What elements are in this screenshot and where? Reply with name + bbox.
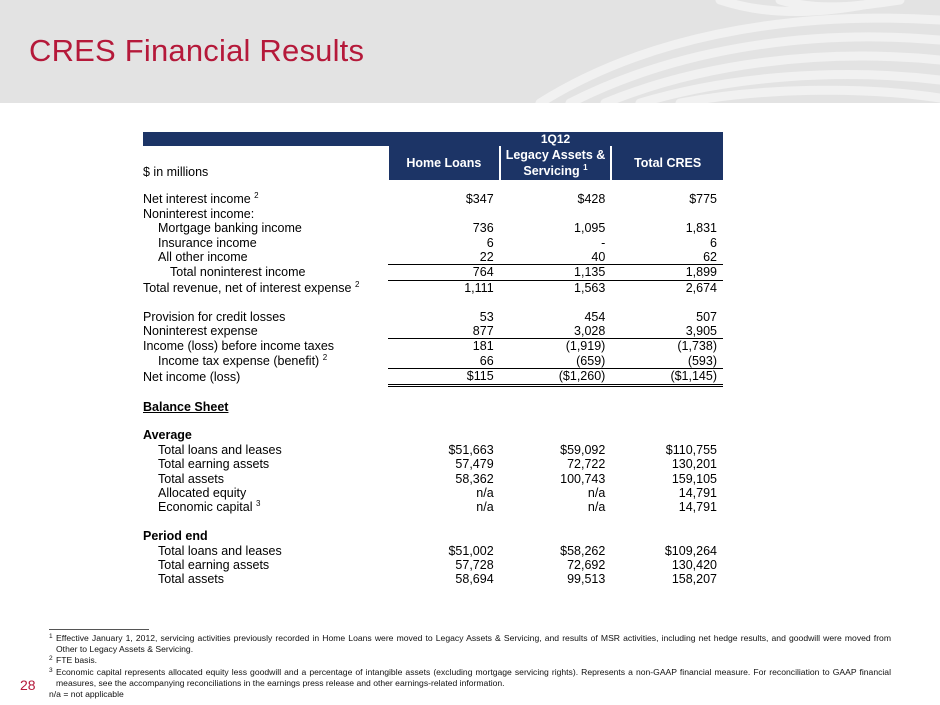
row-label: Total revenue, net of interest expense bbox=[143, 280, 352, 295]
row-label: Total loans and leases bbox=[158, 543, 282, 558]
row-label: Total earning assets bbox=[158, 457, 270, 472]
row-balance-sheet-header bbox=[143, 400, 723, 414]
cell-legacy: 454 bbox=[584, 309, 606, 324]
row-average-header bbox=[143, 428, 723, 442]
cell-total: 3,905 bbox=[685, 324, 717, 339]
row-net-interest-income bbox=[143, 192, 723, 206]
cell-total: 2,674 bbox=[611, 280, 723, 295]
cell-home-loans: 58,694 bbox=[455, 572, 494, 587]
period-header: 1Q12 bbox=[388, 132, 723, 146]
cell-total: (593) bbox=[687, 353, 717, 368]
cell-total: 6 bbox=[710, 235, 717, 250]
footnote-ref: 2 bbox=[322, 353, 328, 363]
row-label: Total assets bbox=[158, 471, 225, 486]
cell-legacy: 99,513 bbox=[567, 572, 606, 587]
cell-home-loans: 736 bbox=[472, 221, 494, 236]
cell-home-loans: $51,663 bbox=[448, 442, 494, 457]
row-total-noninterest-income bbox=[143, 265, 723, 280]
cell-total: 14,791 bbox=[678, 485, 717, 500]
footnote-text: Effective January 1, 2012, servicing activities previously recorded in Home Loans were moved to Legacy Assets & Servicing, and results of MSR activities, including net hedge results, and goodwill were moved from Other to Legacy Assets & Servicing. bbox=[56, 633, 891, 655]
col-home-loans: Home Loans bbox=[388, 146, 500, 180]
cell-total: 507 bbox=[696, 309, 717, 324]
col-legacy-line2: Servicing bbox=[523, 164, 580, 179]
row-avg-allocated-equity bbox=[143, 486, 723, 500]
cell-legacy: - bbox=[601, 235, 606, 250]
footnote-ref: 2 bbox=[254, 191, 259, 201]
cell-home-loans: n/a bbox=[476, 500, 494, 515]
footnote-divider bbox=[49, 629, 149, 630]
col-legacy-line1: Legacy Assets & bbox=[505, 148, 606, 163]
row-all-other-income bbox=[143, 250, 723, 265]
section-heading: Balance Sheet bbox=[143, 399, 229, 414]
cell-total: $109,264 bbox=[664, 543, 717, 558]
row-income-tax bbox=[143, 354, 723, 369]
cell-legacy: 72,692 bbox=[567, 557, 606, 572]
row-label: Net interest income bbox=[143, 192, 251, 207]
cell-legacy: 3,028 bbox=[574, 324, 606, 339]
cell-total: (1,738) bbox=[611, 339, 723, 354]
header-blank bbox=[143, 132, 388, 146]
cell-home-loans: n/a bbox=[476, 485, 494, 500]
cell-total: 1,899 bbox=[611, 265, 723, 280]
cell-total: $110,755 bbox=[665, 442, 717, 457]
row-label: Noninterest income: bbox=[143, 206, 255, 221]
col-legacy-assets bbox=[500, 146, 612, 180]
cell-home-loans: 58,362 bbox=[455, 471, 494, 486]
cell-total: ($1,145) bbox=[611, 369, 723, 385]
footnote-text: FTE basis. bbox=[56, 655, 98, 666]
row-label: All other income bbox=[158, 250, 248, 265]
cell-total: 130,420 bbox=[671, 557, 717, 572]
footnotes bbox=[49, 633, 891, 700]
row-label: Mortgage banking income bbox=[158, 221, 302, 236]
cell-legacy: 100,743 bbox=[560, 471, 606, 486]
row-label: Net income (loss) bbox=[143, 369, 241, 384]
cell-legacy: ($1,260) bbox=[500, 369, 612, 385]
col-total-cres: Total CRES bbox=[611, 146, 723, 180]
flag-watermark-icon bbox=[420, 0, 940, 103]
cell-home-loans: 877 bbox=[472, 324, 494, 339]
cell-home-loans: $347 bbox=[465, 192, 494, 207]
cell-legacy: 1,135 bbox=[500, 265, 612, 280]
footnote-3 bbox=[49, 667, 891, 689]
row-noninterest-expense bbox=[143, 324, 723, 339]
row-label: Allocated equity bbox=[158, 485, 247, 500]
footnote-ref: 2 bbox=[354, 279, 360, 289]
footnote-2 bbox=[49, 655, 891, 666]
cell-legacy: (1,919) bbox=[500, 339, 612, 354]
cell-home-loans: 764 bbox=[388, 265, 500, 280]
footnote-mark: 1 bbox=[49, 633, 53, 640]
row-label: Income tax expense (benefit) bbox=[158, 354, 320, 369]
section-heading: Period end bbox=[143, 529, 208, 544]
row-label: Noninterest expense bbox=[143, 324, 258, 339]
cell-total: 1,831 bbox=[685, 221, 717, 236]
row-net-income bbox=[143, 369, 723, 385]
cell-legacy: 1,563 bbox=[500, 280, 612, 295]
cell-total: 62 bbox=[703, 250, 717, 265]
cell-total: 159,105 bbox=[671, 471, 717, 486]
row-pe-loans bbox=[143, 544, 723, 558]
row-label: Provision for credit losses bbox=[143, 309, 286, 324]
row-income-before-taxes bbox=[143, 339, 723, 354]
cell-legacy: 40 bbox=[591, 250, 606, 265]
cell-home-loans: 22 bbox=[479, 250, 494, 265]
footnote-1 bbox=[49, 633, 891, 655]
cell-legacy: n/a bbox=[587, 500, 606, 515]
cell-home-loans: 57,728 bbox=[455, 557, 494, 572]
cell-legacy: 72,722 bbox=[567, 457, 606, 472]
footnote-text: Economic capital represents allocated equity less goodwill and a percentage of intangible assets (excluding mortgage servicing rights). Represents a non-GAAP financial measure. For reconciliation to GAAP financial measures, see the accompanying reconciliations in the earnings press release and other earnings-related information. bbox=[56, 666, 891, 688]
row-pe-earning-assets bbox=[143, 558, 723, 572]
cell-home-loans: 6 bbox=[486, 235, 494, 250]
row-total-revenue bbox=[143, 280, 723, 295]
col-legacy-sup: 1 bbox=[583, 163, 588, 173]
cell-legacy: n/a bbox=[587, 485, 606, 500]
cell-home-loans: $115 bbox=[388, 369, 500, 385]
row-noninterest-income-header bbox=[143, 207, 723, 221]
cell-home-loans: 181 bbox=[388, 339, 500, 354]
row-avg-total-assets bbox=[143, 472, 723, 486]
footnote-mark: 2 bbox=[49, 655, 53, 663]
row-label: Income (loss) before income taxes bbox=[143, 339, 335, 354]
cell-legacy: $428 bbox=[577, 192, 606, 207]
page-title: CRES Financial Results bbox=[29, 33, 365, 68]
row-label: Total earning assets bbox=[158, 557, 270, 572]
row-provision bbox=[143, 310, 723, 324]
footnote-mark: 3 bbox=[49, 666, 53, 674]
units-label: $ in millions bbox=[143, 146, 387, 180]
section-heading: Average bbox=[143, 428, 192, 443]
footnote-na: n/a = not applicable bbox=[49, 689, 124, 700]
row-label: Total loans and leases bbox=[158, 442, 282, 457]
cell-legacy: (659) bbox=[576, 353, 606, 368]
cell-home-loans: 1,111 bbox=[388, 280, 500, 295]
cell-total: $775 bbox=[689, 192, 717, 207]
row-pe-total-assets bbox=[143, 572, 723, 586]
cell-total: 158,207 bbox=[671, 572, 717, 587]
financial-results-table bbox=[143, 132, 723, 587]
units-cell bbox=[143, 146, 388, 180]
page-number: 28 bbox=[20, 677, 36, 693]
row-label: Economic capital bbox=[158, 500, 253, 515]
row-avg-loans bbox=[143, 443, 723, 457]
row-label: Total assets bbox=[158, 572, 225, 587]
row-insurance-income bbox=[143, 236, 723, 250]
cell-home-loans: 57,479 bbox=[455, 457, 494, 472]
footnote-ref: 3 bbox=[255, 499, 261, 509]
row-label: Insurance income bbox=[158, 235, 257, 250]
row-avg-economic-capital bbox=[143, 500, 723, 514]
cell-total: 14,791 bbox=[678, 500, 717, 515]
row-avg-earning-assets bbox=[143, 457, 723, 471]
cell-home-loans: 66 bbox=[479, 353, 494, 368]
cell-total: 130,201 bbox=[671, 457, 717, 472]
cell-legacy: 1,095 bbox=[574, 221, 606, 236]
row-mortgage-banking bbox=[143, 221, 723, 235]
cell-legacy: $59,092 bbox=[560, 442, 606, 457]
cell-home-loans: $51,002 bbox=[448, 543, 494, 558]
row-period-end-header bbox=[143, 529, 723, 543]
cell-legacy: $58,262 bbox=[560, 543, 606, 558]
row-label: Total noninterest income bbox=[170, 265, 306, 280]
cell-home-loans: 53 bbox=[479, 309, 494, 324]
